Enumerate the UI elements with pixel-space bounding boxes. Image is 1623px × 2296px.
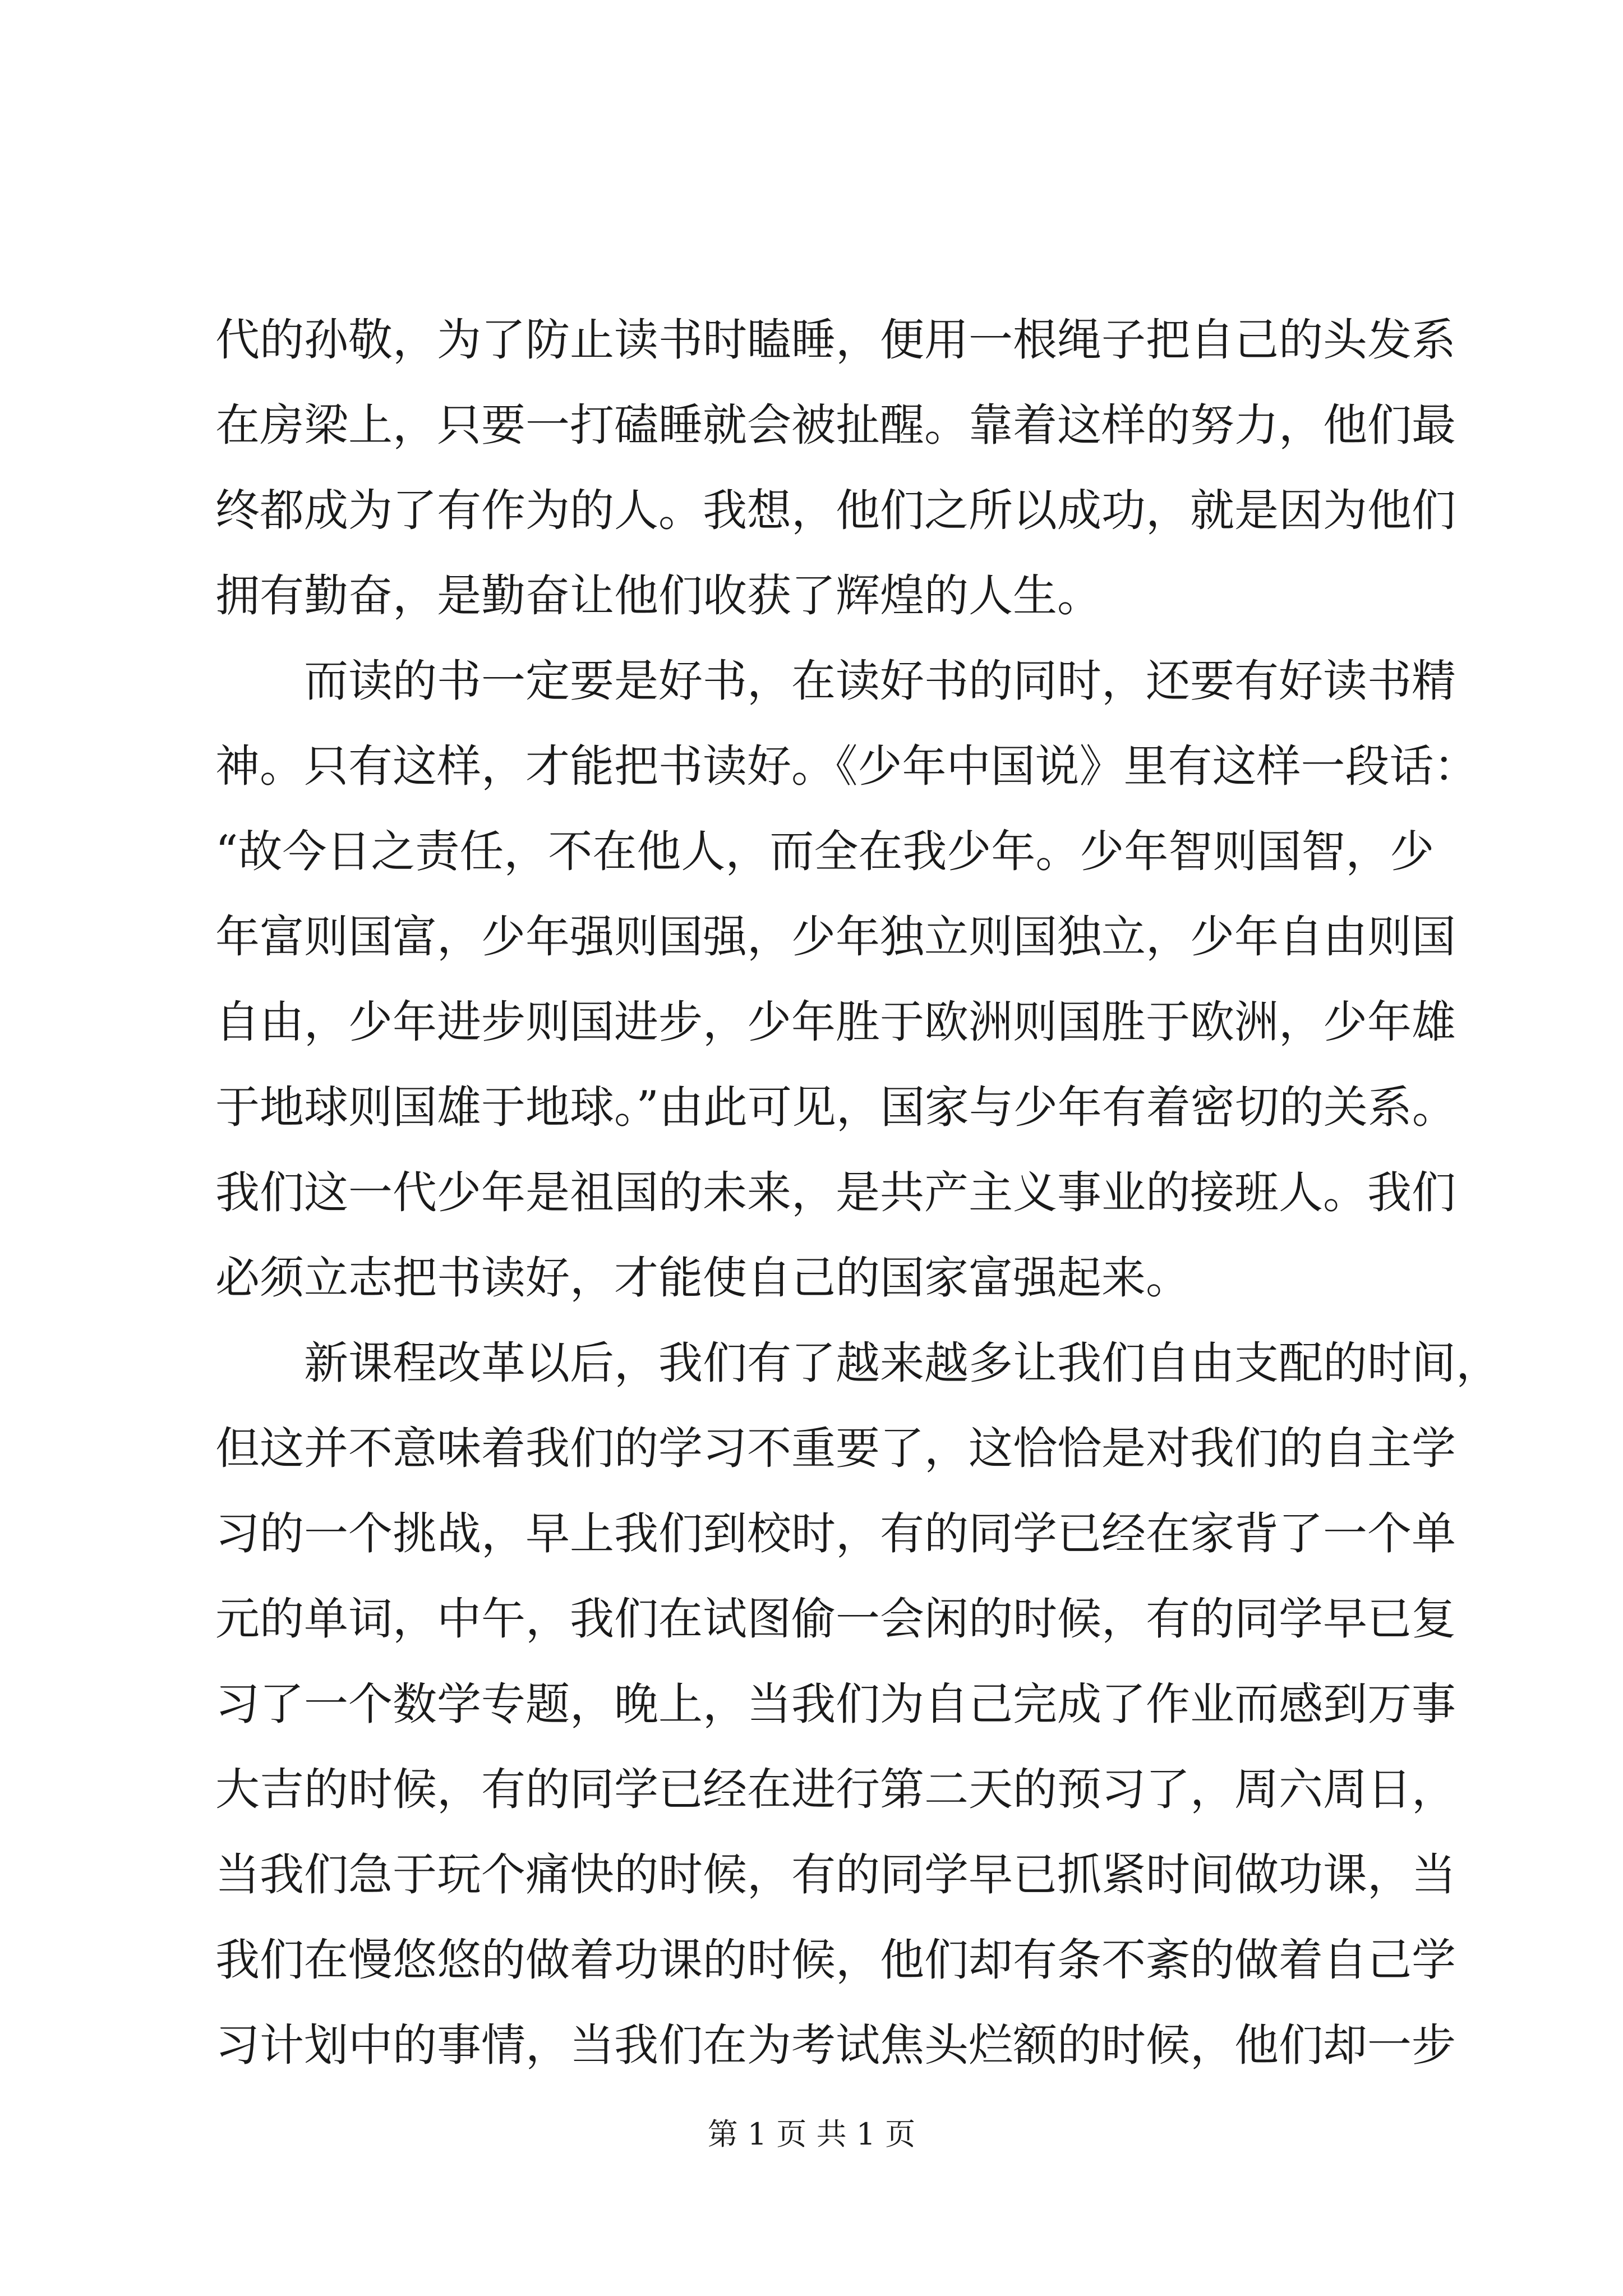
text-line: 终都成为了有作为的人。我想，他们之所以成功，就是因为他们: [215, 485, 1456, 536]
text-line: 习的一个挑战，早上我们到校时，有的同学已经在家背了一个单: [215, 1508, 1456, 1559]
text-line: 必须立志把书读好，才能使自己的国家富强起来。: [215, 1252, 1190, 1304]
text-line: 神。只有这样，才能把书读好。《少年中国说》里有这样一段话：: [215, 740, 1478, 792]
paragraph: [215, 638, 1478, 1320]
text-line: 我们在慢悠悠的做着功课的时候，他们却有条不紊的做着自己学: [215, 1934, 1456, 1986]
text-line: 于地球则国雄于地球。”由此可见，国家与少年有着密切的关系。: [215, 1082, 1456, 1133]
text-line: 拥有勤奋，是勤奋让他们收获了辉煌的人生。: [215, 570, 1101, 622]
text-line: 年富则国富，少年强则国强，少年独立则国独立，少年自由则国: [215, 911, 1456, 963]
text-line: 习了一个数学专题，晚上，当我们为自己完成了作业而感到万事: [215, 1678, 1456, 1730]
text-line: 在房梁上，只要一打磕睡就会被扯醒。靠着这样的努力，他们最: [215, 399, 1456, 451]
text-line: 新课程改革以后，我们有了越来越多让我们自由支配的时间，: [304, 1337, 1500, 1389]
text-line: 大吉的时候，有的同学已经在进行第二天的预习了，周六周日，: [215, 1764, 1456, 1815]
document-body: [215, 297, 1500, 2088]
text-line: 元的单词，中午，我们在试图偷一会闲的时候，有的同学早已复: [215, 1593, 1456, 1645]
page-footer: 第 1 页 共 1 页: [707, 2116, 916, 2152]
text-line: 自由，少年进步则国进步，少年胜于欧洲则国胜于欧洲，少年雄: [215, 996, 1456, 1048]
paragraph: [215, 297, 1456, 638]
text-line: 代的孙敬，为了防止读书时瞌睡，便用一根绳子把自己的头发系: [215, 314, 1456, 366]
text-line: 当我们急于玩个痛快的时候，有的同学早已抓紧时间做功课，当: [215, 1849, 1456, 1901]
text-line: “故今日之责任，不在他人，而全在我少年。少年智则国智，少: [215, 826, 1435, 877]
text-line: 而读的书一定要是好书，在读好书的同时，还要有好读书精: [304, 655, 1456, 707]
text-line: 但这并不意味着我们的学习不重要了，这恰恰是对我们的自主学: [215, 1423, 1456, 1474]
paragraph: [215, 1320, 1500, 2088]
text-line: 习计划中的事情，当我们在为考试焦头烂额的时候，他们却一步: [215, 2019, 1456, 2071]
text-line: 我们这一代少年是祖国的未来，是共产主义事业的接班人。我们: [215, 1167, 1456, 1218]
